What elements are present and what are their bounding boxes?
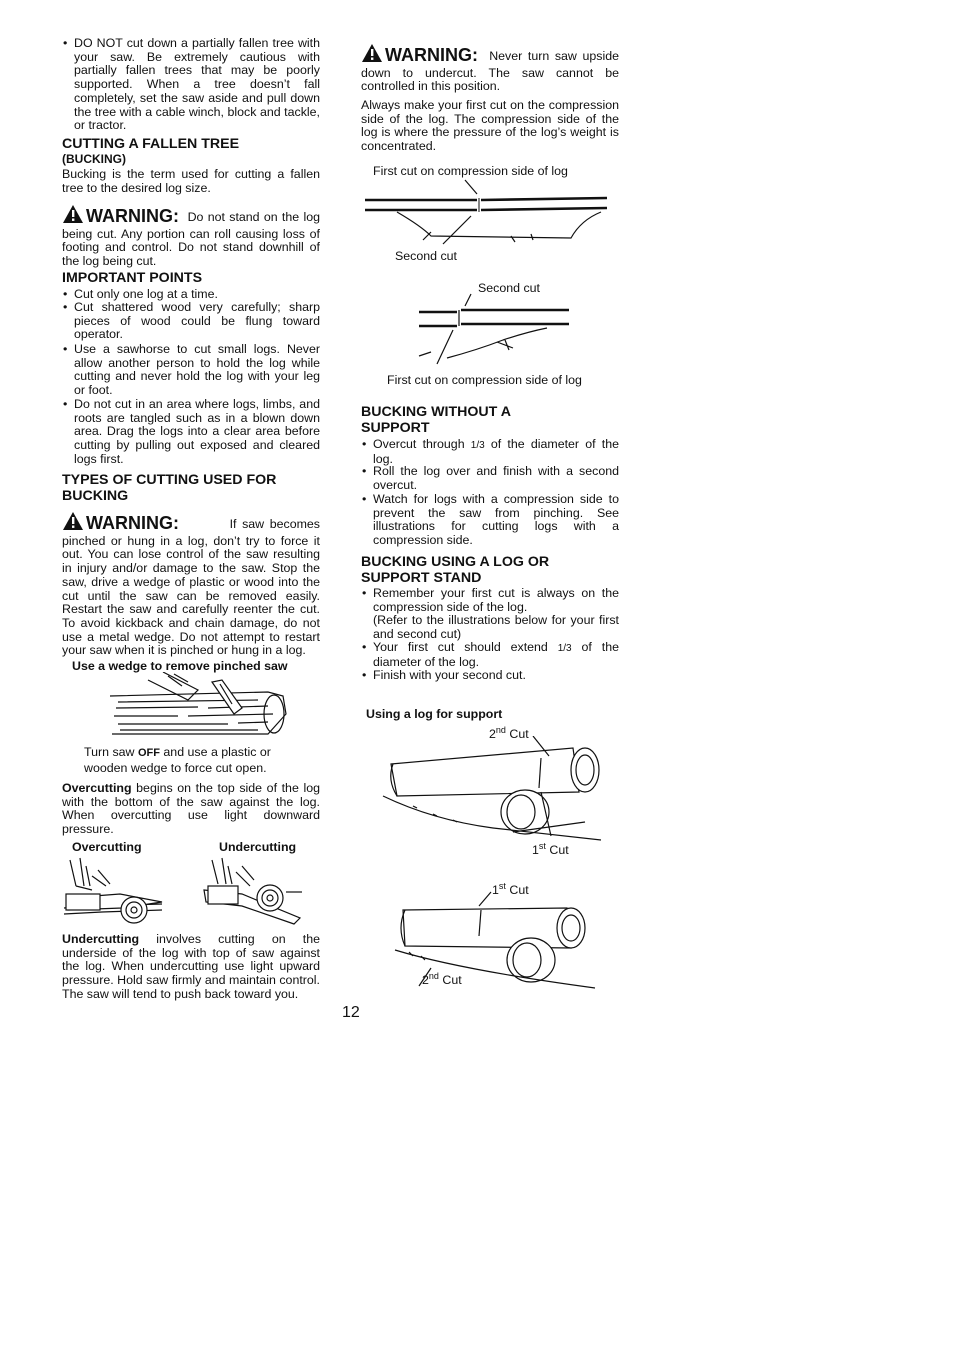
wedge-illustration (108, 672, 308, 740)
warning-text: Never turn saw upside down to undercut. The saw cannot be controlled in this position. (361, 49, 619, 94)
important-point: • Cut shattered wood very carefully; sharp pieces of wood could be flung toward operator. (62, 301, 320, 342)
log-cantilever-illustration (417, 292, 573, 372)
turn-off-line (84, 745, 271, 760)
cut-suffix: st (498, 881, 506, 891)
important-point: • Do not cut in an area where logs, limbs, and roots are tangled such as in a blown down area. Drag the logs into a clear area before cutting by pulling out exposed and cleared logs first. (62, 398, 320, 467)
overcutting-text: begins on the top side of the log with the bottom of the saw against the log. When overcutting use light downward pressure. (62, 781, 320, 837)
item-text: of the diameter of the log. (373, 640, 619, 669)
fig2-top-caption: Second cut (478, 281, 540, 295)
fig1-bottom-caption: Second cut (395, 249, 457, 263)
support-item (361, 641, 619, 669)
cut-suffix: st (538, 841, 546, 851)
fraction: 1/3 (470, 440, 485, 451)
warning-label: WARNING: (385, 45, 478, 65)
fallen-tree-heading: CUTTING A FALLEN TREE (62, 136, 240, 152)
important-point: • Use a sawhorse to cut small logs. Never allow another person to hold the log while cutting and never hold the log with your leg or foot. (62, 343, 320, 398)
types-heading: TYPES OF CUTTING USED FOR BUCKING (62, 472, 277, 504)
warning-triangle-icon (62, 511, 84, 535)
fallen-tree-text: Bucking is the term used for cutting a fallen tree to the desired log size. (62, 167, 320, 195)
no-support-item (361, 438, 619, 466)
important-point: • Cut only one log at a time. (62, 288, 320, 302)
overcutting-paragraph (62, 782, 320, 837)
support-heading: BUCKING USING A LOG OR SUPPORT STAND (361, 554, 550, 586)
turn-off-line2: wooden wedge to force cut open. (84, 761, 267, 775)
item-text: (Refer to the illustrations below for your first and second cut) (373, 613, 619, 642)
warning-upside-down (361, 43, 619, 94)
fraction: 1/3 (557, 643, 572, 654)
cut1-label-a (532, 839, 569, 857)
warning-label: WARNING: (86, 513, 179, 533)
log-support-illustration-1 (373, 736, 603, 846)
cut-suffix: nd (495, 725, 506, 735)
warning-stand (62, 204, 320, 269)
item-text: Your first cut should extend (373, 640, 548, 654)
item-text: of the diameter of the log. (373, 437, 619, 466)
no-support-heading: BUCKING WITHOUT A SUPPORT (361, 404, 511, 436)
cut-word: Cut (549, 843, 569, 858)
overcutting-label: Overcutting (72, 840, 142, 854)
cut-number: 1 (492, 883, 499, 898)
log-support-caption: Using a log for support (366, 707, 503, 721)
turn-text: Turn saw (84, 745, 135, 759)
undercutting-text: involves cutting on the underside of the log with top of saw against the log. When undercutting use light upward pressure. Hold saw firmly and maintain control. The saw will tend to push back toward you. (62, 932, 320, 1001)
cut-suffix: nd (428, 971, 439, 981)
overcutting-term: Overcutting (62, 781, 132, 795)
intro-bullet: • DO NOT cut down a partially fallen tree with your saw. Be extremely cautious with partially fallen trees that may be poorly supported. When a tree doesn’t fall completely, set the saw aside and pull down the tree with a cable winch, block and tackle, or tractor. (62, 37, 320, 133)
warning-text: Do not stand on the log being cut. Any portion can roll causing loss of footing and control. Do not stand downhill of the log being cut. (62, 210, 320, 269)
cut-word: Cut (509, 727, 529, 742)
support-item (361, 587, 619, 642)
turn-text-post: and use a plastic or (163, 745, 271, 759)
overcutting-illustration (62, 856, 172, 924)
undercutting-illustration (202, 856, 304, 928)
important-points-heading: IMPORTANT POINTS (62, 270, 203, 286)
warning-label: WARNING: (86, 206, 179, 226)
cut-number: 1 (532, 843, 539, 858)
item-text: Overcut through (373, 437, 465, 451)
compression-text: Always make your first cut on the compression side of the log. The compression side of the log is where the pressure of the log’s weight is concentrated. (361, 98, 619, 154)
page-number: 12 (342, 1004, 360, 1021)
off-text: OFF (137, 747, 160, 759)
cut-number: 2 (422, 973, 429, 988)
wedge-caption: Use a wedge to remove pinched saw (72, 659, 288, 673)
undercutting-term: Undercutting (62, 932, 140, 946)
no-support-item: • Roll the log over and finish with a second overcut. (361, 465, 619, 492)
cut-word: Cut (509, 883, 529, 898)
undercutting-paragraph (62, 933, 320, 1002)
cut2-label-b (422, 969, 462, 987)
undercutting-label: Undercutting (219, 840, 297, 854)
item-text: Remember your first cut is always on the compression side of the log. (373, 586, 619, 614)
log-sag-illustration (361, 178, 611, 248)
support-item: • Finish with your second cut. (361, 669, 619, 683)
cut-number: 2 (489, 727, 496, 742)
warning-text: If saw becomes pinched or hung in a log, don’t try to force it out. You can lose control of the saw resulting in injury and/or damage to the saw. Stop the saw, drive a wedge of plastic or wood into the cut until the saw can be removed easily. Restart the saw and carefully reenter the cut. To avoid kickback and chain damage, do not use a metal wedge. Do not attempt to restart your saw when it is pinched or hung in a log. (62, 517, 320, 658)
warning-triangle-icon (361, 43, 383, 67)
fallen-tree-subheading: (BUCKING) (62, 152, 126, 166)
warning-triangle-icon (62, 204, 84, 228)
no-support-item: • Watch for logs with a compression side to prevent the saw from pinching. See illustrations for cutting logs with a compression side. (361, 493, 619, 548)
fig2-bottom-caption: First cut on compression side of log (387, 373, 582, 387)
warning-pinched (62, 511, 320, 658)
fig1-top-caption: First cut on compression side of log (373, 164, 568, 178)
cut-word: Cut (442, 973, 462, 988)
